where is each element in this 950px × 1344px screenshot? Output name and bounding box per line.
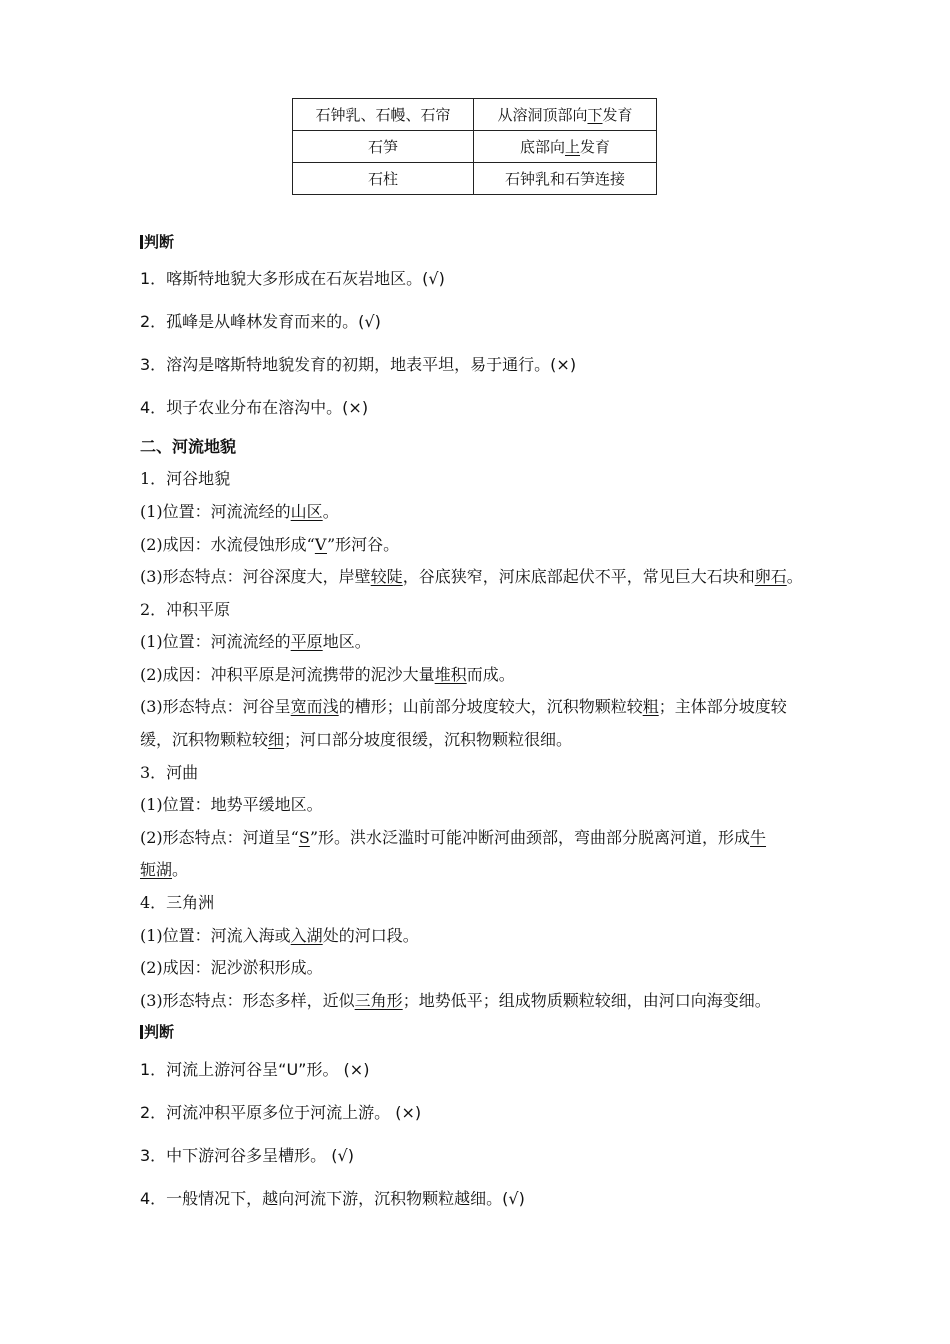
desc-text: 底部向 [519, 138, 565, 156]
bracket-mark [140, 235, 143, 249]
judge-tag-label: 判断 [144, 233, 175, 251]
judge-item: 4．坝子农业分布在溶沟中。(×) [140, 398, 369, 417]
judge-tag [140, 232, 174, 252]
table-row [293, 131, 657, 163]
desc-text: 石钟乳和石笋连接 [504, 170, 625, 188]
table-cell-desc [474, 99, 657, 131]
plain-features-cont: 缓，沉积物颗粒较细；河口部分坡度很缓，沉积物颗粒很细。 [140, 730, 573, 749]
judge-item: 2．河流冲积平原多位于河流上游。 (×) [140, 1103, 422, 1122]
desc-text: 发育 [580, 138, 611, 156]
plain-features: (3)形态特点：河谷呈宽而浅的槽形；山前部分坡度较大，沉积物颗粒较粗；主体部分坡度较 [140, 697, 787, 716]
judge-tag [140, 1022, 174, 1042]
table-cell-desc [474, 163, 657, 195]
meander-features-cont: 轭湖。 [140, 860, 189, 879]
judge-item: 4．一般情况下，越向河流下游，沉积物颗粒越细。(√) [140, 1189, 525, 1208]
bracket-mark [140, 1025, 143, 1039]
subsection-title: 1．河谷地貌 [140, 469, 231, 488]
table-cell-name: 石钟乳、石幔、石帘 [293, 99, 474, 131]
meander-features: (2)形态特点：河道呈“S”形。洪水泛滥时可能冲断河曲颈部，弯曲部分脱离河道，形成牛 [140, 828, 767, 847]
judge-item: 1．喀斯特地貌大多形成在石灰岩地区。(√) [140, 269, 445, 288]
table-cell-name: 石笋 [293, 131, 474, 163]
subsection-title: 2．冲积平原 [140, 600, 231, 619]
table-cell-desc [474, 131, 657, 163]
desc-underline: 上 [564, 138, 580, 156]
judge-item: 3．溶沟是喀斯特地貌发育的初期，地表平坦，易于通行。(×) [140, 355, 577, 374]
desc-underline: 下 [587, 106, 603, 124]
delta-cause: (2)成因：泥沙淤积形成。 [140, 958, 323, 977]
plain-position: (1)位置：河流流经的平原地区。 [140, 632, 371, 651]
plain-cause: (2)成因：冲积平原是河流携带的泥沙大量堆积而成。 [140, 665, 515, 684]
judge-tag-label: 判断 [144, 1023, 175, 1041]
delta-features: (3)形态特点：形态多样，近似三角形；地势低平；组成物质颗粒较细，由河口向海变细。 [140, 991, 771, 1010]
valley-features: (3)形态特点：河谷深度大，岸壁较陡，谷底狭窄，河床底部起伏不平，常见巨大石块和卵石。 [140, 567, 803, 586]
judge-item: 1．河流上游河谷呈“U”形。 (×) [140, 1060, 370, 1079]
karst-cave-table [292, 98, 657, 195]
meander-position: (1)位置：地势平缓地区。 [140, 795, 323, 814]
desc-text: 发育 [602, 106, 633, 124]
subsection-title: 4．三角洲 [140, 893, 215, 912]
table-cell-name: 石柱 [293, 163, 474, 195]
section-heading: 二、河流地貌 [140, 437, 237, 456]
table-row [293, 163, 657, 195]
delta-position: (1)位置：河流入海或入湖处的河口段。 [140, 926, 419, 945]
table-row [293, 99, 657, 131]
judge-item: 2．孤峰是从峰林发育而来的。(√) [140, 312, 381, 331]
valley-cause: (2)成因：水流侵蚀形成“V”形河谷。 [140, 535, 400, 554]
subsection-title: 3．河曲 [140, 763, 199, 782]
valley-position: (1)位置：河流流经的山区。 [140, 502, 339, 521]
desc-text: 从溶洞顶部向 [497, 106, 588, 124]
judge-item: 3．中下游河谷多呈槽形。 (√) [140, 1146, 354, 1165]
